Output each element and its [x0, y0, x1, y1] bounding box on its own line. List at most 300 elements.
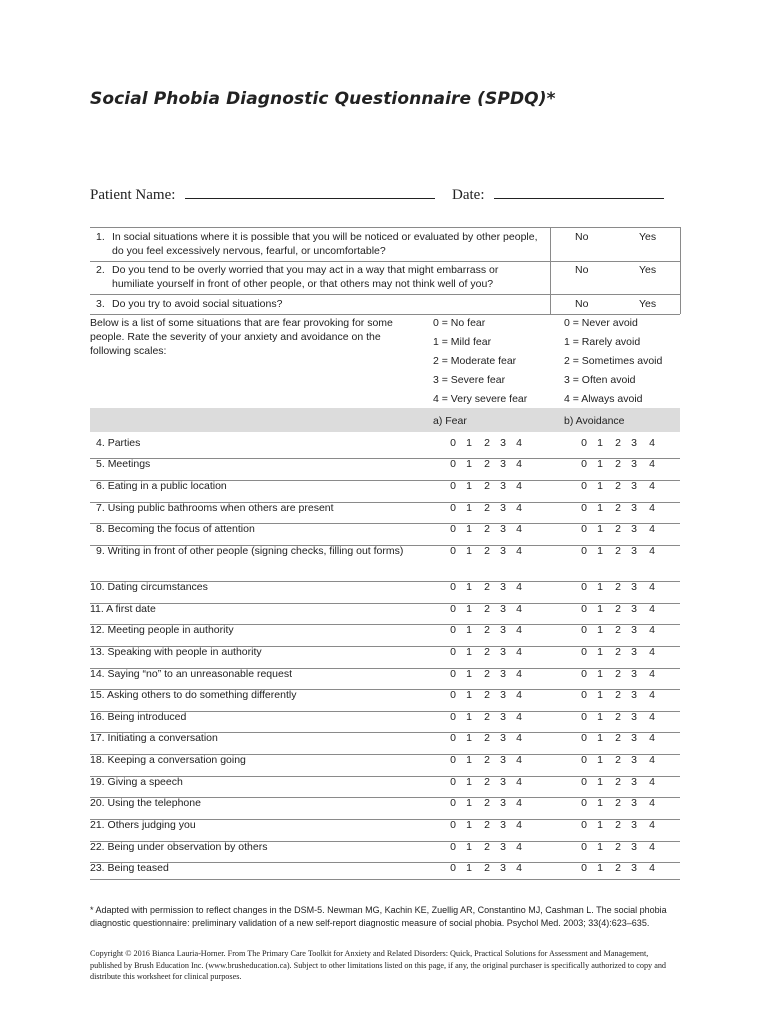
fear-option[interactable]: 4: [516, 458, 522, 470]
fear-option[interactable]: 4: [516, 776, 522, 788]
fear-column-header: a) Fear: [433, 415, 467, 427]
fear-option[interactable]: 0: [450, 603, 456, 615]
avoidance-option[interactable]: 1: [597, 841, 603, 853]
avoidance-option[interactable]: 4: [649, 819, 655, 831]
fear-option[interactable]: 1: [466, 689, 472, 701]
instructions: Below is a list of some situations that are fear provoking for some people. Rate the severity of your anxiety and avoidance on the following scales:: [90, 317, 393, 357]
avoidance-option[interactable]: 4: [649, 754, 655, 766]
avoidance-scale-key: 0 = Never avoid: [564, 317, 638, 329]
fear-option[interactable]: 2: [484, 862, 490, 874]
avoidance-option[interactable]: 3: [631, 624, 637, 636]
fear-scale-key: 4 = Very severe fear: [433, 393, 528, 405]
situation-text: Eating in a public location: [107, 480, 227, 492]
avoidance-option[interactable]: 0: [581, 689, 587, 701]
avoidance-option[interactable]: 4: [649, 689, 655, 701]
fear-option[interactable]: 2: [484, 458, 490, 470]
fear-option[interactable]: 0: [450, 689, 456, 701]
avoidance-option[interactable]: 1: [597, 819, 603, 831]
patient-name-field: [90, 184, 435, 204]
situation-text: Meetings: [107, 458, 151, 470]
table-row: [90, 502, 680, 524]
column-divider: [550, 227, 551, 314]
table-row: [90, 545, 680, 582]
avoidance-option[interactable]: 2: [615, 480, 621, 492]
fear-option[interactable]: 0: [450, 668, 456, 680]
fear-option[interactable]: 1: [466, 624, 472, 636]
question-number: 3.: [96, 298, 105, 310]
fear-option[interactable]: 1: [466, 523, 472, 535]
fear-option[interactable]: 3: [500, 545, 506, 557]
avoidance-option[interactable]: 0: [581, 437, 587, 449]
situation-label: [96, 522, 416, 536]
avoidance-option[interactable]: 0: [581, 545, 587, 557]
avoidance-option[interactable]: 4: [649, 862, 655, 874]
avoidance-option[interactable]: 0: [581, 711, 587, 723]
fear-option[interactable]: 2: [484, 646, 490, 658]
fear-option[interactable]: 0: [450, 754, 456, 766]
fear-option[interactable]: 1: [466, 711, 472, 723]
avoidance-option[interactable]: 4: [649, 603, 655, 615]
fear-option[interactable]: 1: [466, 603, 472, 615]
fear-option[interactable]: 4: [516, 624, 522, 636]
patient-name-blank[interactable]: [185, 184, 435, 199]
fear-option[interactable]: 2: [484, 797, 490, 809]
avoidance-option[interactable]: 3: [631, 458, 637, 470]
fear-option[interactable]: 3: [500, 689, 506, 701]
fear-option[interactable]: 4: [516, 480, 522, 492]
fear-option[interactable]: 1: [466, 581, 472, 593]
fear-option[interactable]: 2: [484, 668, 490, 680]
fear-option[interactable]: 0: [450, 819, 456, 831]
no-option[interactable]: No: [575, 231, 589, 243]
divider: [90, 261, 680, 262]
avoidance-option[interactable]: 2: [615, 523, 621, 535]
situation-number: 5.: [96, 458, 105, 470]
avoidance-option[interactable]: 2: [615, 458, 621, 470]
avoidance-option[interactable]: 1: [597, 646, 603, 658]
avoidance-option[interactable]: 0: [581, 523, 587, 535]
avoidance-option[interactable]: 4: [649, 841, 655, 853]
avoidance-option[interactable]: 2: [615, 711, 621, 723]
avoidance-option[interactable]: 0: [581, 646, 587, 658]
situation-text: Giving a speech: [107, 776, 183, 788]
table-row: [90, 624, 680, 647]
table-row: [90, 480, 680, 503]
avoidance-column-header: b) Avoidance: [564, 415, 625, 427]
avoidance-option[interactable]: 4: [649, 646, 655, 658]
situation-text: A first date: [106, 603, 156, 615]
table-row: [90, 603, 680, 625]
avoidance-option[interactable]: 2: [615, 668, 621, 680]
avoidance-scale-key: 2 = Sometimes avoid: [564, 355, 663, 367]
avoidance-option[interactable]: 1: [597, 458, 603, 470]
situation-label: [90, 623, 410, 637]
situation-text: Using the telephone: [107, 797, 201, 809]
avoidance-option[interactable]: 1: [597, 711, 603, 723]
situation-text: Saying “no” to an unreasonable request: [107, 668, 292, 680]
fear-option[interactable]: 2: [484, 776, 490, 788]
situation-number: 7.: [96, 502, 105, 514]
fear-option[interactable]: 1: [466, 437, 472, 449]
column-divider: [680, 227, 681, 314]
avoidance-option[interactable]: 3: [631, 581, 637, 593]
date-field: [452, 184, 664, 204]
fear-option[interactable]: 0: [450, 545, 456, 557]
avoidance-option[interactable]: 2: [615, 545, 621, 557]
fear-option[interactable]: 4: [516, 711, 522, 723]
avoidance-option[interactable]: 2: [615, 603, 621, 615]
avoidance-option[interactable]: 2: [615, 841, 621, 853]
fear-option[interactable]: 3: [500, 523, 506, 535]
fear-option[interactable]: 2: [484, 581, 490, 593]
fear-option[interactable]: 3: [500, 458, 506, 470]
fear-option[interactable]: 0: [450, 646, 456, 658]
avoidance-option[interactable]: 1: [597, 437, 603, 449]
avoidance-option[interactable]: 1: [597, 523, 603, 535]
fear-option[interactable]: 3: [500, 776, 506, 788]
fear-option[interactable]: 1: [466, 668, 472, 680]
avoidance-option[interactable]: 4: [649, 624, 655, 636]
fear-option[interactable]: 0: [450, 502, 456, 514]
avoidance-option[interactable]: 1: [597, 545, 603, 557]
fear-option[interactable]: 3: [500, 480, 506, 492]
avoidance-option[interactable]: 2: [615, 581, 621, 593]
avoidance-option[interactable]: 4: [649, 776, 655, 788]
fear-option[interactable]: 4: [516, 437, 522, 449]
question-text: In social situations where it is possible that you will be noticed or evaluated by other people, do you feel excessively nervous, fearful, or uncomfortable?: [112, 231, 538, 257]
fear-option[interactable]: 0: [450, 841, 456, 853]
fear-scale-key: 1 = Mild fear: [433, 336, 492, 348]
date-label: Date:: [452, 187, 485, 203]
fear-option[interactable]: 0: [450, 797, 456, 809]
page-title: Social Phobia Diagnostic Questionnaire (SPDQ)*: [90, 89, 556, 109]
fear-option[interactable]: 2: [484, 502, 490, 514]
fear-option[interactable]: 3: [500, 437, 506, 449]
situation-number: 9.: [96, 545, 105, 557]
avoidance-option[interactable]: 3: [631, 711, 637, 723]
fear-option[interactable]: 4: [516, 754, 522, 766]
fear-option[interactable]: 2: [484, 480, 490, 492]
fear-option[interactable]: 3: [500, 581, 506, 593]
fear-option[interactable]: 1: [466, 776, 472, 788]
fear-option[interactable]: 2: [484, 545, 490, 557]
situation-label: [90, 667, 410, 681]
table-row: [90, 841, 680, 863]
avoidance-option[interactable]: 0: [581, 754, 587, 766]
situation-label: [90, 602, 410, 616]
fear-option[interactable]: 4: [516, 862, 522, 874]
fear-option[interactable]: 3: [500, 754, 506, 766]
avoidance-option[interactable]: 3: [631, 480, 637, 492]
fear-option[interactable]: 3: [500, 732, 506, 744]
table-row: [90, 754, 680, 777]
copyright: Copyright © 2016 Bianca Lauria-Horner. From The Primary Care Toolkit for Anxiety and Related Disorders: Quick, Practical Solutions for Assessment and Management, published by Brush Education Inc. (www.brusheducation.ca). Subject to other limitations listed on this page, if any, the original purchaser is specifically authorized to copy and distribute this worksheet for clinical purposes.: [90, 949, 667, 981]
situation-label: [90, 688, 410, 702]
avoidance-option[interactable]: 3: [631, 437, 637, 449]
footnote: * Adapted with permission to reflect changes in the DSM-5. Newman MG, Kachin KE, Zuellig AR, Constantino MJ, Cashman L. The social phobia diagnostic questionnaire: preliminary validation of a new self-report diagnostic measure of social phobia. Psychol Med. 2003; 33(4):623–635.: [90, 905, 667, 928]
table-row: [90, 732, 680, 755]
avoidance-option[interactable]: 0: [581, 668, 587, 680]
avoidance-option[interactable]: 3: [631, 819, 637, 831]
fear-option[interactable]: 1: [466, 458, 472, 470]
fear-option[interactable]: 2: [484, 689, 490, 701]
situation-number: 11.: [90, 603, 104, 615]
avoidance-option[interactable]: 0: [581, 480, 587, 492]
fear-option[interactable]: 4: [516, 603, 522, 615]
avoidance-option[interactable]: 4: [649, 480, 655, 492]
fear-option[interactable]: 2: [484, 711, 490, 723]
avoidance-option[interactable]: 0: [581, 502, 587, 514]
avoidance-option[interactable]: 0: [581, 581, 587, 593]
avoidance-option[interactable]: 4: [649, 711, 655, 723]
fear-option[interactable]: 1: [466, 862, 472, 874]
question-number: 1.: [96, 231, 105, 243]
fear-option[interactable]: 4: [516, 668, 522, 680]
fear-option[interactable]: 4: [516, 819, 522, 831]
fear-option[interactable]: 1: [466, 545, 472, 557]
situation-label: [90, 818, 410, 832]
situation-number: 18.: [90, 754, 105, 766]
avoidance-option[interactable]: 4: [649, 797, 655, 809]
yes-option[interactable]: Yes: [639, 264, 657, 276]
avoidance-option[interactable]: 4: [649, 668, 655, 680]
avoidance-option[interactable]: 3: [631, 603, 637, 615]
avoidance-option[interactable]: 1: [597, 797, 603, 809]
question-number: 2.: [96, 264, 105, 276]
fear-option[interactable]: 4: [516, 689, 522, 701]
fear-option[interactable]: 2: [484, 732, 490, 744]
situation-label: [90, 580, 410, 594]
avoidance-option[interactable]: 3: [631, 545, 637, 557]
avoidance-option[interactable]: 1: [597, 502, 603, 514]
divider: [90, 314, 680, 315]
avoidance-option[interactable]: 2: [615, 437, 621, 449]
avoidance-option[interactable]: 2: [615, 862, 621, 874]
fear-option[interactable]: 1: [466, 841, 472, 853]
avoidance-option[interactable]: 2: [615, 624, 621, 636]
table-top-rule: [90, 227, 680, 228]
avoidance-option[interactable]: 1: [597, 603, 603, 615]
situation-text: Dating circumstances: [107, 581, 208, 593]
avoidance-option[interactable]: 1: [597, 480, 603, 492]
situation-label: [90, 645, 410, 659]
avoidance-option[interactable]: 1: [597, 754, 603, 766]
date-blank[interactable]: [494, 184, 664, 199]
no-option[interactable]: No: [575, 264, 589, 276]
table-row: [90, 776, 680, 798]
table-row: [90, 711, 680, 733]
situation-number: 15.: [90, 689, 105, 701]
avoidance-option[interactable]: 0: [581, 819, 587, 831]
avoidance-option[interactable]: 2: [615, 797, 621, 809]
situation-text: Being under observation by others: [107, 841, 268, 853]
situation-text: Being teased: [107, 862, 169, 874]
fear-option[interactable]: 1: [466, 819, 472, 831]
table-row: [90, 523, 680, 546]
fear-option[interactable]: 0: [450, 732, 456, 744]
fear-option[interactable]: 3: [500, 797, 506, 809]
fear-option[interactable]: 2: [484, 523, 490, 535]
avoidance-option[interactable]: 1: [597, 624, 603, 636]
situation-text: Writing in front of other people (signing checks, filling out forms): [107, 545, 404, 557]
avoidance-option[interactable]: 2: [615, 689, 621, 701]
avoidance-option[interactable]: 0: [581, 862, 587, 874]
avoidance-option[interactable]: 2: [615, 776, 621, 788]
fear-option[interactable]: 1: [466, 646, 472, 658]
avoidance-option[interactable]: 3: [631, 754, 637, 766]
fear-option[interactable]: 4: [516, 581, 522, 593]
table-row: [90, 458, 680, 481]
fear-option[interactable]: 0: [450, 711, 456, 723]
avoidance-scale-key: 3 = Often avoid: [564, 374, 636, 386]
avoidance-option[interactable]: 4: [649, 545, 655, 557]
fear-option[interactable]: 0: [450, 581, 456, 593]
situation-label: [90, 731, 410, 745]
avoidance-option[interactable]: 4: [649, 732, 655, 744]
situation-label: [90, 796, 410, 810]
situation-text: Meeting people in authority: [107, 624, 234, 636]
avoidance-option[interactable]: 0: [581, 797, 587, 809]
avoidance-option[interactable]: 2: [615, 646, 621, 658]
avoidance-option[interactable]: 1: [597, 689, 603, 701]
situation-text: Using public bathrooms when others are present: [107, 502, 334, 514]
fear-option[interactable]: 0: [450, 480, 456, 492]
table-row: [90, 437, 680, 459]
fear-option[interactable]: 4: [516, 646, 522, 658]
fear-option[interactable]: 4: [516, 841, 522, 853]
fear-scale-key: 0 = No fear: [433, 317, 486, 329]
fear-option[interactable]: 2: [484, 437, 490, 449]
avoidance-option[interactable]: 3: [631, 646, 637, 658]
fear-option[interactable]: 2: [484, 819, 490, 831]
avoidance-option[interactable]: 3: [631, 502, 637, 514]
fear-option[interactable]: 3: [500, 862, 506, 874]
avoidance-option[interactable]: 3: [631, 776, 637, 788]
yes-option[interactable]: Yes: [639, 231, 657, 243]
fear-option[interactable]: 3: [500, 603, 506, 615]
patient-name-label: Patient Name:: [90, 187, 176, 203]
fear-option[interactable]: 0: [450, 624, 456, 636]
avoidance-option[interactable]: 3: [631, 797, 637, 809]
avoidance-option[interactable]: 0: [581, 624, 587, 636]
question-text: Do you tend to be overly worried that you may act in a way that might embarrass or humiliate yourself in front of other people, or that others may not think well of you?: [112, 264, 499, 290]
fear-option[interactable]: 1: [466, 732, 472, 744]
fear-option[interactable]: 3: [500, 646, 506, 658]
avoidance-scale-key: 1 = Rarely avoid: [564, 336, 641, 348]
fear-option[interactable]: 3: [500, 841, 506, 853]
avoidance-option[interactable]: 4: [649, 437, 655, 449]
fear-option[interactable]: 4: [516, 502, 522, 514]
avoidance-option[interactable]: 1: [597, 862, 603, 874]
situation-text: Initiating a conversation: [107, 732, 218, 744]
avoidance-option[interactable]: 0: [581, 458, 587, 470]
avoidance-option[interactable]: 3: [631, 668, 637, 680]
fear-option[interactable]: 1: [466, 754, 472, 766]
fear-option[interactable]: 0: [450, 437, 456, 449]
fear-option[interactable]: 3: [500, 624, 506, 636]
fear-option[interactable]: 0: [450, 862, 456, 874]
fear-scale-key: 3 = Severe fear: [433, 374, 506, 386]
fear-scale-key: 2 = Moderate fear: [433, 355, 517, 367]
avoidance-option[interactable]: 1: [597, 668, 603, 680]
avoidance-option[interactable]: 3: [631, 732, 637, 744]
avoidance-option[interactable]: 2: [615, 732, 621, 744]
avoidance-option[interactable]: 4: [649, 523, 655, 535]
situation-text: Keeping a conversation going: [107, 754, 246, 766]
yes-option[interactable]: Yes: [639, 298, 657, 310]
avoidance-option[interactable]: 1: [597, 581, 603, 593]
situation-number: 14.: [90, 668, 105, 680]
avoidance-scale-key: 4 = Always avoid: [564, 393, 643, 405]
avoidance-option[interactable]: 2: [615, 502, 621, 514]
avoidance-option[interactable]: 1: [597, 776, 603, 788]
fear-option[interactable]: 4: [516, 523, 522, 535]
situation-label: [90, 840, 410, 854]
situation-text: Being introduced: [107, 711, 187, 723]
situation-number: 19.: [90, 776, 105, 788]
situation-text: Asking others to do something differently: [106, 689, 297, 701]
avoidance-option[interactable]: 1: [597, 732, 603, 744]
avoidance-option[interactable]: 3: [631, 689, 637, 701]
fear-option[interactable]: 2: [484, 603, 490, 615]
fear-option[interactable]: 0: [450, 776, 456, 788]
fear-option[interactable]: 3: [500, 502, 506, 514]
fear-option[interactable]: 3: [500, 711, 506, 723]
avoidance-option[interactable]: 3: [631, 523, 637, 535]
avoidance-option[interactable]: 2: [615, 819, 621, 831]
avoidance-option[interactable]: 0: [581, 603, 587, 615]
fear-option[interactable]: 1: [466, 480, 472, 492]
situation-label: [96, 457, 416, 471]
divider: [90, 294, 680, 295]
no-option[interactable]: No: [575, 298, 589, 310]
fear-option[interactable]: 1: [466, 502, 472, 514]
situation-number: 8.: [96, 523, 105, 535]
fear-option[interactable]: 0: [450, 458, 456, 470]
situation-number: 6.: [96, 480, 105, 492]
avoidance-option[interactable]: 4: [649, 502, 655, 514]
table-row: [90, 646, 680, 669]
table-row: [90, 862, 680, 880]
situation-text: Parties: [107, 437, 141, 449]
avoidance-option[interactable]: 3: [631, 862, 637, 874]
fear-option[interactable]: 3: [500, 819, 506, 831]
situation-label: [96, 479, 416, 493]
avoidance-option[interactable]: 3: [631, 841, 637, 853]
table-row: [90, 668, 680, 690]
fear-option[interactable]: 3: [500, 668, 506, 680]
fear-option[interactable]: 0: [450, 523, 456, 535]
fear-option[interactable]: 1: [466, 797, 472, 809]
avoidance-option[interactable]: 0: [581, 841, 587, 853]
avoidance-option[interactable]: 0: [581, 732, 587, 744]
table-row: [90, 689, 680, 712]
avoidance-option[interactable]: 4: [649, 581, 655, 593]
fear-option[interactable]: 4: [516, 797, 522, 809]
avoidance-option[interactable]: 2: [615, 754, 621, 766]
fear-option[interactable]: 2: [484, 624, 490, 636]
fear-option[interactable]: 2: [484, 841, 490, 853]
situation-number: 21.: [90, 819, 105, 831]
situation-label: [96, 501, 416, 515]
avoidance-option[interactable]: 4: [649, 458, 655, 470]
fear-option[interactable]: 2: [484, 754, 490, 766]
fear-option[interactable]: 4: [516, 732, 522, 744]
fear-option[interactable]: 4: [516, 545, 522, 557]
avoidance-option[interactable]: 0: [581, 776, 587, 788]
table-row: [90, 819, 680, 842]
situation-number: 17.: [90, 732, 105, 744]
